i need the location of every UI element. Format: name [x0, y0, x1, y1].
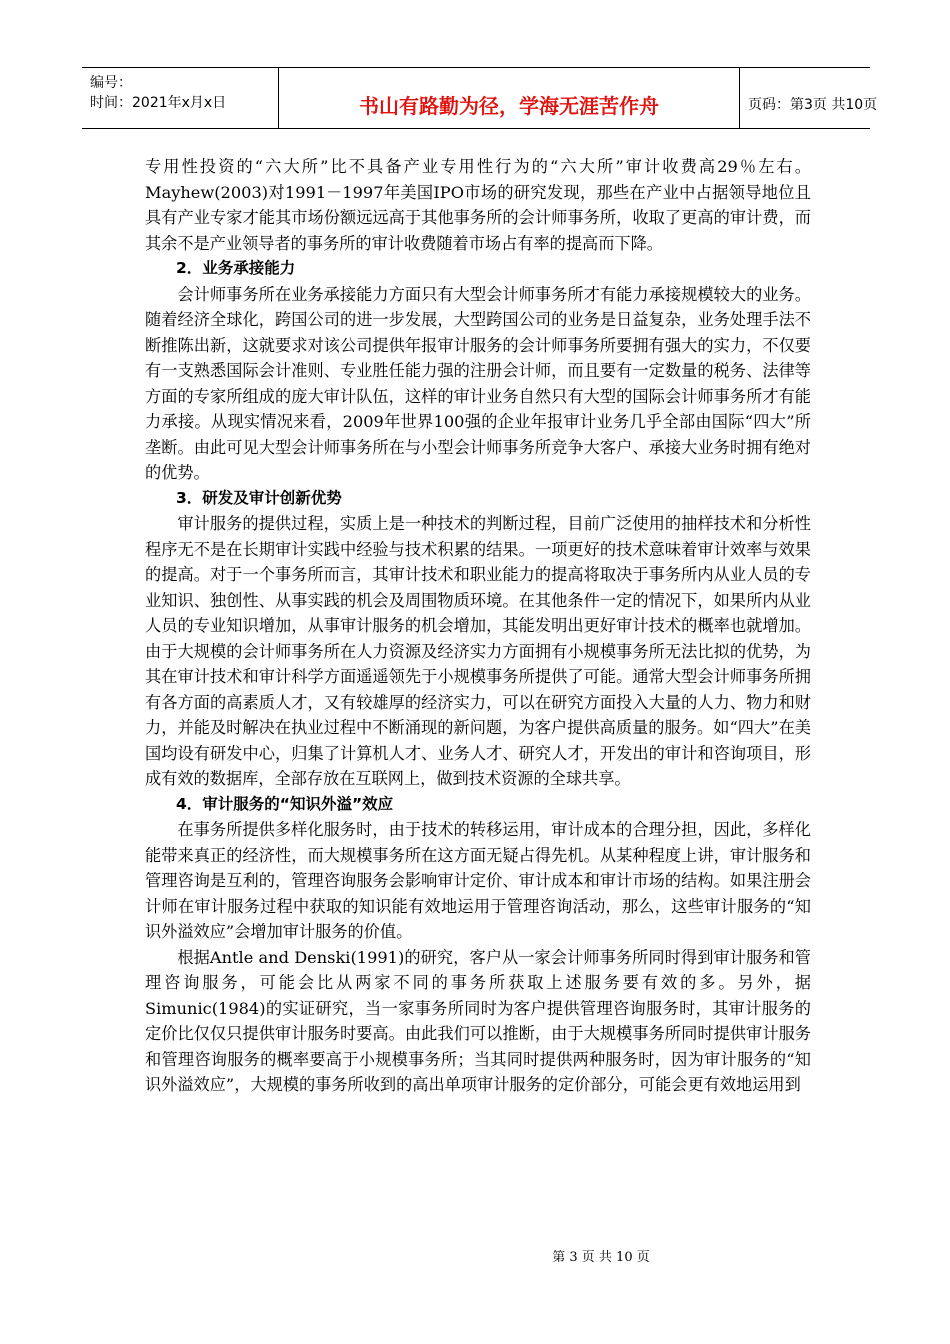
section-heading: 3．研发及审计创新优势	[176, 488, 342, 507]
header-page-info: 页码：第3页 共10页	[748, 97, 878, 113]
body-paragraph: 会计师事务所在业务承接能力方面只有大型会计师事务所才有能力承接规模较大的业务。随着经济全球化，跨国公司的进一步发展，大型跨国公司的业务是日益复杂，业务处理手法不断推陈出新，这就要求对该公司提供年报审计服务的会计师事务所要拥有强大的实力，不仅要有一支熟悉国际会计准则、专业胜任能力强的注册会计师，而且要有一定数量的税务、法律等方面的专家所组成的庞大审计队伍，这样的审计业务自然只有大型的国际会计师事务所才有能力承接。从现实情况来看，2009年世界100强的企业年报审计业务几乎全部由国际“四大”所垄断。由此可见大型会计师事务所在与小型会计师事务所竞争大客户、承接大业务时拥有绝对的优势。	[145, 284, 811, 482]
page-footer	[0, 1246, 950, 1265]
section-heading: 2．业务承接能力	[176, 259, 296, 277]
document-body	[145, 154, 811, 1098]
body-paragraph: 在事务所提供多样化服务时，由于技术的转移运用，审计成本的合理分担，因此，多样化能带来真正的经济性，而大规模事务所在这方面无疑占得先机。从某种程度上讲，审计服务和管理咨询是互利的，管理咨询服务会影响审计定价、审计成本和审计市场的结构。如果注册会计师在审计服务过程中获取的知识能有效地运用于管理咨询活动，那么，这些审计服务的“知识外溢效应”会增加审计服务的价值。	[145, 820, 811, 941]
body-paragraph: 审计服务的提供过程，实质上是一种技术的判断过程，目前广泛使用的抽样技术和分析性程序无不是在长期审计实践中经验与技术积累的结果。一项更好的技术意味着审计效率与效果的提高。对于一个事务所而言，其审计技术和职业能力的提高将取决于事务所内从业人员的专业知识、独创性、从事实践的机会及周围物质环境。在其他条件一定的情况下，如果所内从业人员的专业知识增加，从事审计服务的机会增加，其能发明出更好审计技术的概率也就增加。由于大规模的会计师事务所在人力资源及经济实力方面拥有小规模事务所无法比拟的优势，为其在审计技术和审计科学方面遥遥领先于小规模事务所提供了可能。通常大型会计师事务所拥有各方面的高素质人才，又有较雄厚的经济实力，可以在研究方面投入大量的人力、物力和财力，并能及时解决在执业过程中不断涌现的新问题，为客户提供高质量的服务。如“四大”在美国均设有研发中心，归集了计算机人才、业务人才、研究人才，开发出的审计和咨询项目，形成有效的数据库，全部存放在互联网上，做到技术资源的全球共享。	[145, 514, 811, 788]
body-paragraph: 专用性投资的“六大所”比不具备产业专用性行为的“六大所”审计收费高29％左右。Mayhew(2003)对1991－1997年美国IPO市场的研究发现，那些在产业中占据领导地位且具有产业专家才能其市场份额远远高于其他事务所的会计师事务所，收取了更高的审计费，而其余不是产业领导者的事务所的审计收费随着市场占有率的提高而下降。	[145, 157, 811, 253]
page-header	[82, 67, 878, 129]
serial-number-label: 编号：	[90, 75, 132, 91]
header-motto-cell	[278, 68, 740, 128]
date-label: 时间：2021年x月x日	[90, 95, 227, 111]
section-heading: 4．审计服务的“知识外溢”效应	[176, 794, 394, 813]
header-page-cell	[739, 68, 878, 128]
motto-text: 书山有路勤为径，学海无涯苦作舟	[359, 94, 659, 118]
footer-page-number: 第 3 页 共 10 页	[552, 1250, 650, 1265]
header-meta-cell	[82, 68, 278, 128]
body-paragraph: 根据Antle and Denski(1991)的研究，客户从一家会计师事务所同时得到审计服务和管理咨询服务，可能会比从两家不同的事务所获取上述服务要有效的多。另外，据Simunic(1984)的实证研究，当一家事务所同时为客户提供管理咨询服务时，其审计服务的定价比仅仅只提供审计服务时要高。由此我们可以推断，由于大规模事务所同时提供审计服务和管理咨询服务的概率要高于小规模事务所；当其同时提供两种服务时，因为审计服务的“知识外溢效应”，大规模的事务所收到的高出单项审计服务的定价部分，可能会更有效地运用到	[145, 947, 811, 1094]
